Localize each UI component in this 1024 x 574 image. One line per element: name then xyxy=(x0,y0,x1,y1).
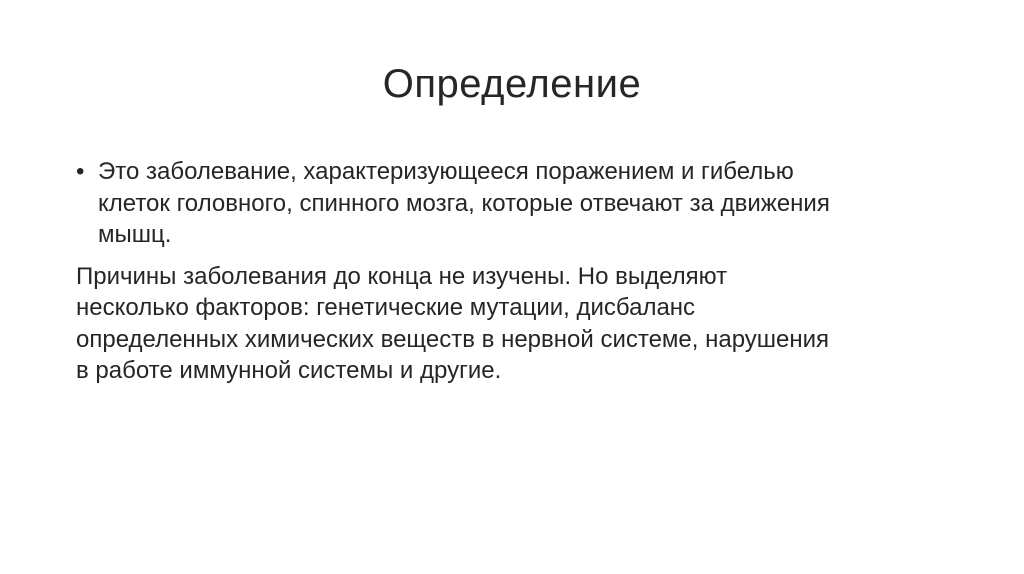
paragraph-line: Причины заболевания до конца не изучены. Но выделяют xyxy=(76,262,728,290)
bullet-line: Это заболевание, характеризующееся поражением и гибелью xyxy=(98,158,794,185)
paragraph-line: в работе иммунной системы и другие. xyxy=(76,357,502,384)
slide-content xyxy=(76,156,966,387)
bullet-text xyxy=(98,156,966,251)
bullet-line: клеток головного, спинного мозга, которые отвечают за движения xyxy=(98,189,830,217)
bullet-marker: • xyxy=(76,158,85,185)
causes-paragraph xyxy=(76,261,966,387)
bullet-item xyxy=(76,156,966,251)
paragraph-line: несколько факторов: генетические мутации, дисбаланс xyxy=(76,294,696,321)
slide-title: Определение xyxy=(382,62,642,106)
bullet-line: мышц. xyxy=(98,221,172,248)
paragraph-line: определенных химических веществ в нервной системе, нарушения xyxy=(76,325,830,353)
